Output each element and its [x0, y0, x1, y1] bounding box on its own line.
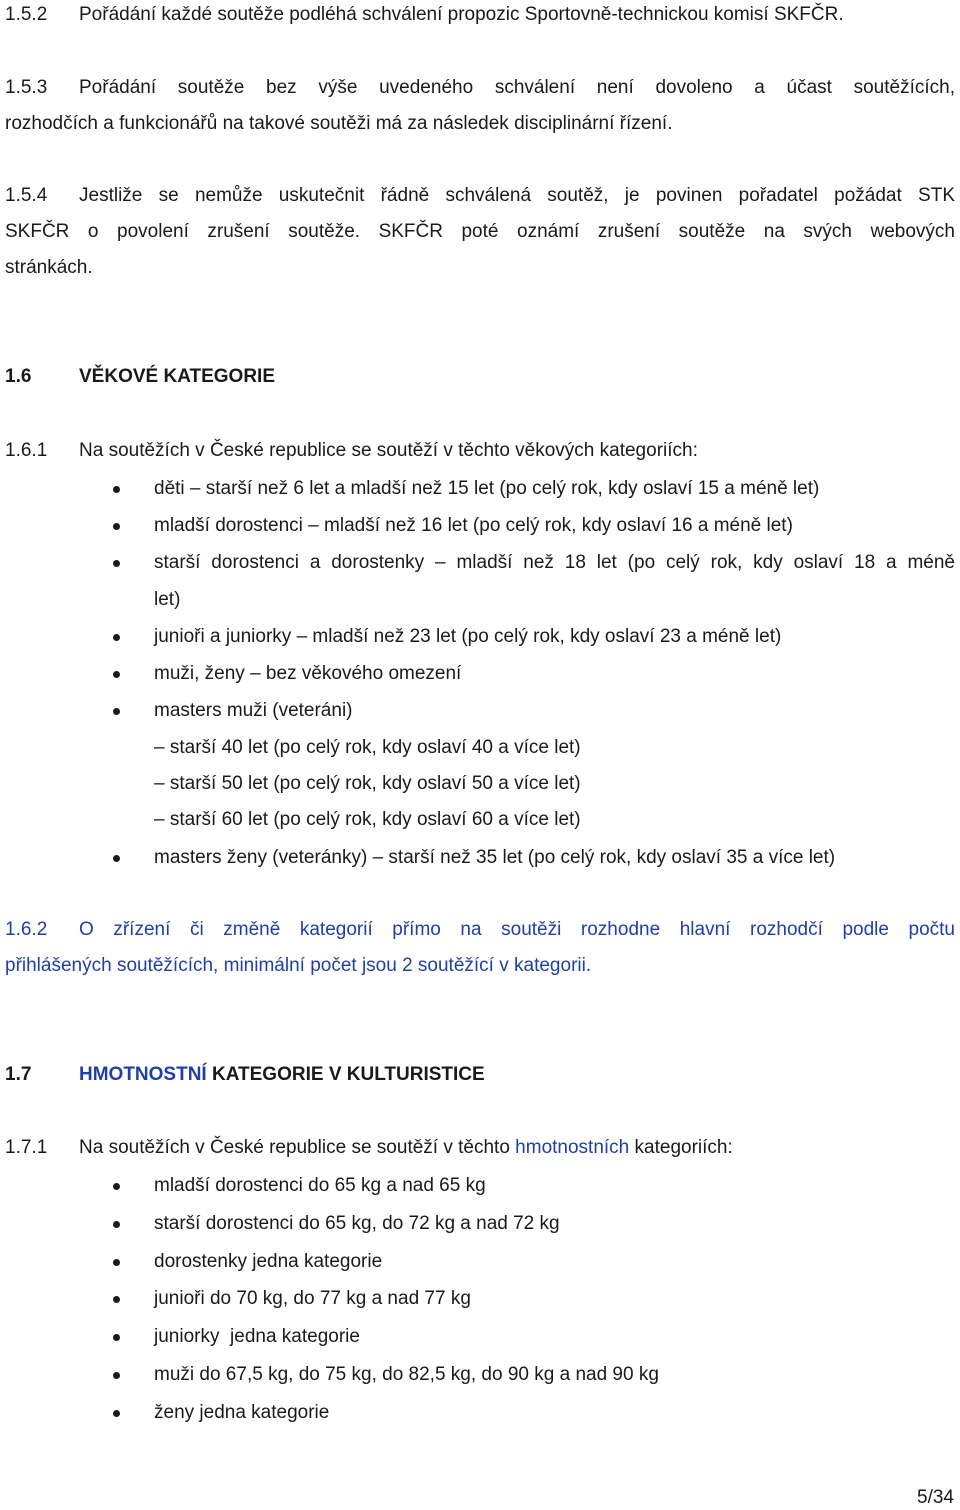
bullet-icon — [113, 560, 120, 567]
bullet-icon — [113, 523, 120, 530]
list-item: ženy jedna kategorie — [0, 1394, 960, 1432]
section-text-line-2: přihlášených soutěžících, minimální počet jsou 2 soutěžící v kategorii. — [5, 955, 592, 976]
section-number: 1.5.2 — [5, 4, 48, 25]
list-item: mladší dorostenci do 65 kg a nad 65 kg — [0, 1167, 960, 1205]
section-1-6-1-intro — [5, 433, 955, 469]
heading-number: 1.6 — [5, 366, 32, 387]
bullet-icon — [113, 1259, 120, 1266]
list-item: starší dorostenci do 65 kg, do 72 kg a nad 72 kg — [0, 1205, 960, 1243]
section-text-line-2: SKFČR o povolení zrušení soutěže. SKFČR poté oznámí zrušení soutěže na svých webových — [5, 221, 955, 242]
section-text-a: Na soutěžích v České republice se soutěží v těchto — [79, 1137, 516, 1158]
section-text: Pořádání každé soutěže podléhá schválení propozic Sportovně-technickou komisí SKFČR. — [79, 4, 844, 25]
section-number: 1.5.4 — [5, 185, 48, 206]
weight-category-list — [0, 1167, 960, 1432]
section-number: 1.5.3 — [5, 77, 48, 98]
section-1-5-2 — [5, 0, 955, 33]
list-item: děti – starší než 6 let a mladší než 15 let (po celý rok, kdy oslaví 15 a méně let) — [0, 470, 960, 507]
heading-1-6 — [5, 366, 275, 389]
bullet-icon — [113, 1334, 120, 1341]
bullet-icon — [113, 855, 120, 862]
page-number: 5/34 — [917, 1487, 954, 1508]
list-item: starší dorostenci a dorostenky – mladší než 18 let (po celý rok, kdy oslaví 18 a méně — [0, 544, 960, 581]
section-number: 1.6.1 — [5, 440, 48, 461]
bullet-icon — [113, 1183, 120, 1190]
heading-title-rest: KATEGORIE V KULTURISTICE — [206, 1064, 485, 1085]
section-text: Na soutěžích v České republice se soutěží v těchto věkových kategoriích: — [79, 440, 698, 461]
bullet-icon — [113, 1372, 120, 1379]
section-number: 1.6.2 — [5, 919, 48, 940]
heading-title: VĚKOVÉ KATEGORIE — [79, 366, 276, 387]
age-category-list — [0, 470, 960, 729]
heading-1-7 — [5, 1064, 485, 1087]
list-item: dorostenky jedna kategorie — [0, 1243, 960, 1281]
section-text-line-2: rozhodčích a funkcionářů na takové soutěži má za následek disciplinární řízení. — [5, 113, 673, 134]
section-1-7-1-intro — [5, 1130, 955, 1166]
list-item: mladší dorostenci – mladší než 16 let (po celý rok, kdy oslaví 16 a méně let) — [0, 507, 960, 544]
heading-title-blue: HMOTNOSTNÍ — [79, 1064, 207, 1085]
list-item: masters muži (veteráni) — [0, 692, 960, 729]
section-1-6-2 — [5, 912, 955, 984]
section-text-line-1: Jestliže se nemůže uskutečnit řádně schválená soutěž, je povinen pořadatel požádat STK — [79, 185, 955, 206]
masters-sub-item: – starší 60 let (po celý rok, kdy oslaví 60 a více let) — [154, 809, 581, 830]
section-text-line-1: Pořádání soutěže bez výše uvedeného schválení není dovoleno a účast soutěžících, — [79, 77, 955, 98]
list-item: muži do 67,5 kg, do 75 kg, do 82,5 kg, do 90 kg a nad 90 kg — [0, 1356, 960, 1394]
bullet-icon — [113, 634, 120, 641]
section-text-b: kategoriích: — [629, 1137, 733, 1158]
list-item: masters ženy (veteránky) – starší než 35 let (po celý rok, kdy oslaví 35 a více let) — [0, 839, 960, 876]
section-number: 1.7.1 — [5, 1137, 48, 1158]
list-item: junioři a juniorky – mladší než 23 let (po celý rok, kdy oslaví 23 a méně let) — [0, 618, 960, 655]
list-item-continuation: let) — [154, 589, 181, 610]
list-item: junioři do 70 kg, do 77 kg a nad 77 kg — [0, 1280, 960, 1318]
list-item: juniorky jedna kategorie — [0, 1318, 960, 1356]
list-item: muži, ženy – bez věkového omezení — [0, 655, 960, 692]
section-text-line-1: O zřízení či změně kategorií přímo na soutěži rozhodne hlavní rozhodčí podle počtu — [79, 919, 955, 940]
masters-sub-item: – starší 50 let (po celý rok, kdy oslaví 50 a více let) — [154, 773, 581, 794]
section-1-5-3 — [5, 70, 955, 142]
bullet-icon — [113, 1410, 120, 1417]
age-category-list-last — [0, 839, 960, 876]
masters-sub-item: – starší 40 let (po celý rok, kdy oslaví 40 a více let) — [154, 737, 581, 758]
heading-number: 1.7 — [5, 1064, 32, 1085]
section-text-line-3: stránkách. — [5, 257, 93, 278]
bullet-icon — [113, 486, 120, 493]
bullet-icon — [113, 1221, 120, 1228]
section-text-blue: hmotnostních — [515, 1137, 630, 1158]
bullet-icon — [113, 1296, 120, 1303]
bullet-icon — [113, 671, 120, 678]
section-1-5-4 — [5, 178, 955, 286]
bullet-icon — [113, 708, 120, 715]
